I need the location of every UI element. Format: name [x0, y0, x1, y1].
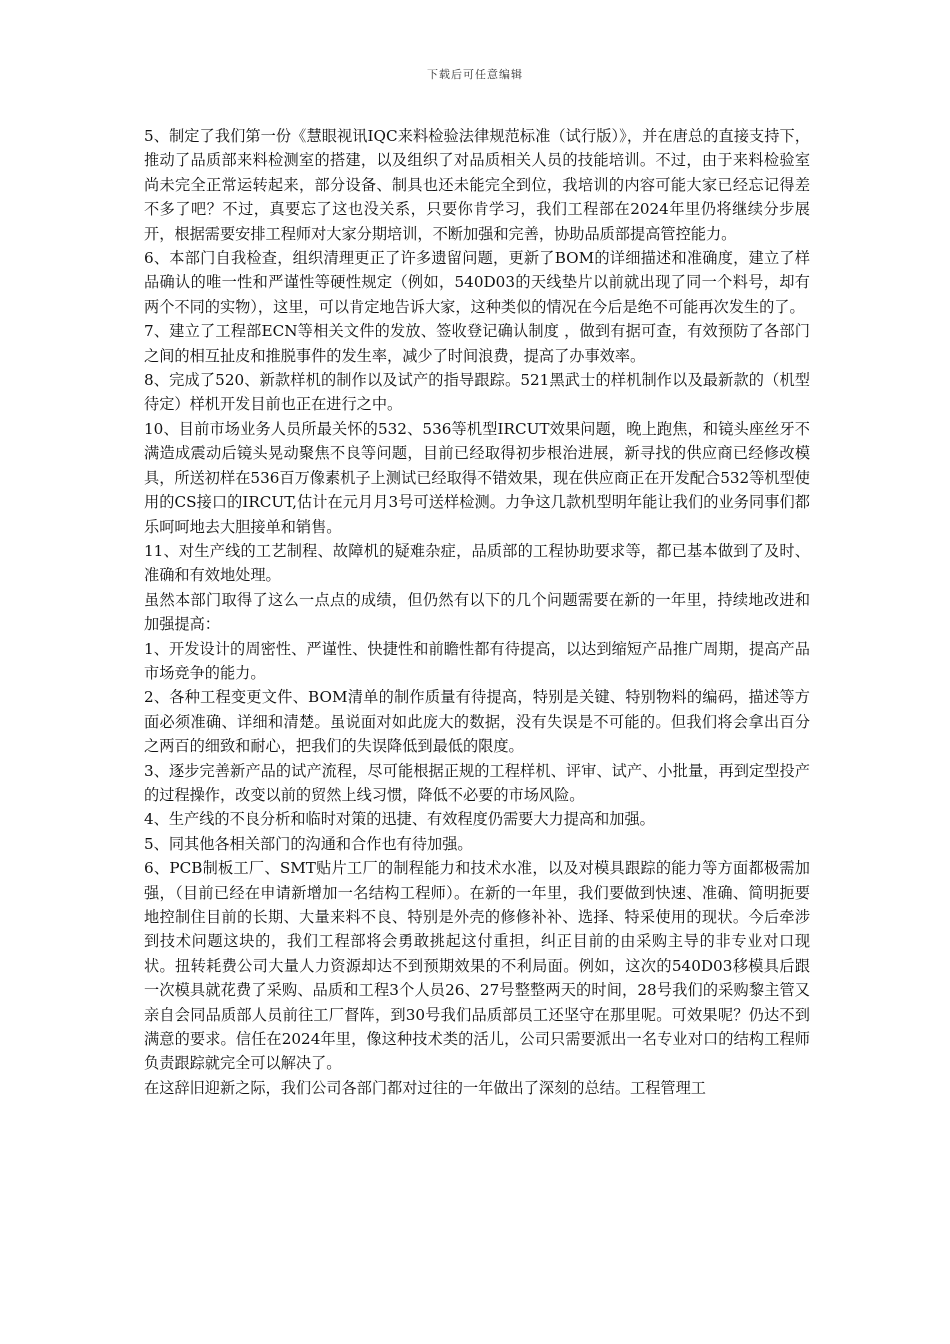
paragraph-item-6-self-check: 6、本部门自我检查，组织清理更正了许多遗留问题，更新了BOM的详细描述和准确度，建立了样品确认的唯一性和严谨性等硬性规定（例如，540D03的天线垫片以前就出现了同一个料号，却有两个不同的实物），这里，可以肯定地告诉大家，这种类似的情况在今后是绝不可能再次发生的了。	[144, 249, 810, 316]
paragraph-problems-intro: 虽然本部门取得了这么一点点的成绩，但仍然有以下的几个问题需要在新的一年里，持续地改进和加强提高：	[144, 590, 810, 634]
paragraph-problem-6-supplier-capability: 6、PCB制板工厂、SMT贴片工厂的制程能力和技术水准，以及对模具跟踪的能力等方面都极需加强，（目前已经在申请新增加一名结构工程师）。在新的一年里，我们要做到快速、准确、简明扼要地控制住目前的长期、大量来料不良、特别是外壳的修修补补、选择、特采使用的现状。今后牵涉到技术问题这块的，我们工程部将会勇敢挑起这付重担，纠正目前的由采购主导的非专业对口现状。扭转耗费公司大量人力资源却达不到预期效果的不利局面。例如，这次的540D03移模具后跟一次模具就花费了采购、品质和工程3个人员26、27号整整两天的时间，28号我们的采购黎主管又亲自会同品质部人员前往工厂督阵，到30号我们品质部员工还坚守在那里呢。可效果呢？仍达不到满意的要求。信任在2024年里，像这种技术类的活儿，公司只需要派出一名专业对口的结构工程师负责跟踪就完全可以解决了。	[144, 859, 810, 1073]
paragraph-item-7-ecn-system: 7、建立了工程部ECN等相关文件的发放、签收登记确认制度 ，做到有据可查，有效预防了各部门之间的相互扯皮和推脱事件的发生率，减少了时间浪费，提高了办事效率。	[144, 322, 810, 365]
paragraph-problem-2-bom-quality: 2、各种工程变更文件、BOM清单的制作质量有待提高，特别是关键、特别物料的编码，描述等方面必须准确、详细和清楚。虽说面对如此庞大的数据，没有失误是不可能的。但我们将会拿出百分之两百的细致和耐心，把我们的失误降低到最低的限度。	[144, 688, 810, 756]
paragraph-item-5-iqc-standard: 5、制定了我们第一份《慧眼视讯IQC来料检验法律规范标准（试行版）》，并在唐总的直接支持下，推动了品质部来料检测室的搭建，以及组织了对品质相关人员的技能培训。不过，由于来料检验室尚未完全正常运转起来，部分设备、制具也还未能完全到位，我培训的内容可能大家已经忘记得差不多了吧？不过，真要忘了这也没关系，只要你肯学习，我们工程部在2024年里仍将继续分步展开，根据需要安排工程师对大家分期培训，不断加强和完善，协助品质部提高管控能力。	[144, 127, 810, 243]
paragraph-problem-5-communication: 5、同其他各相关部门的沟通和合作也有待加强。	[144, 834, 473, 853]
paragraph-closing: 在这辞旧迎新之际，我们公司各部门都对过往的一年做出了深刻的总结。工程管理工	[144, 1078, 706, 1097]
paragraph-problem-4-defect-analysis: 4、生产线的不良分析和临时对策的迅捷、有效程度仍需要大力提高和加强。	[144, 810, 655, 829]
paragraph-item-10-ircut-issue: 10、目前市场业务人员所最关怀的532、536等机型IRCUT效果问题，晚上跑焦，和镜头座丝牙不满造成震动后镜头晃动聚焦不良等问题，目前已经取得初步根治进展，新寻找的供应商已经修改模具，所送初样在536百万像素机子上测试已经取得不错效果，现在供应商正在开发配合532等机型使用的CS接口的IRCUT,估计在元月月3号可送样检测。力争这几款机型明年能让我们的业务同事们都乐呵呵地去大胆接单和销售。	[144, 419, 810, 536]
paragraph-item-8-sample-production: 8、完成了520、新款样机的制作以及试产的指导跟踪。521黑武士的样机制作以及最新款的（机型待定）样机开发目前也正在进行之中。	[144, 371, 810, 414]
paragraph-item-11-production-support: 11、对生产线的工艺制程、故障机的疑难杂症，品质部的工程协助要求等，都已基本做到了及时、准确和有效地处理。	[144, 541, 810, 585]
document-body	[144, 124, 810, 1100]
page-header: 下载后可任意编辑	[427, 68, 523, 81]
paragraph-problem-1-design: 1、开发设计的周密性、严谨性、快捷性和前瞻性都有待提高，以达到缩短产品推广周期，提高产品市场竞争的能力。	[144, 639, 810, 682]
paragraph-problem-3-trial-process: 3、逐步完善新产品的试产流程，尽可能根据正规的工程样机、评审、试产、小批量，再到定型投产的过程操作，改变以前的贸然上线习惯，降低不必要的市场风险。	[144, 761, 810, 804]
